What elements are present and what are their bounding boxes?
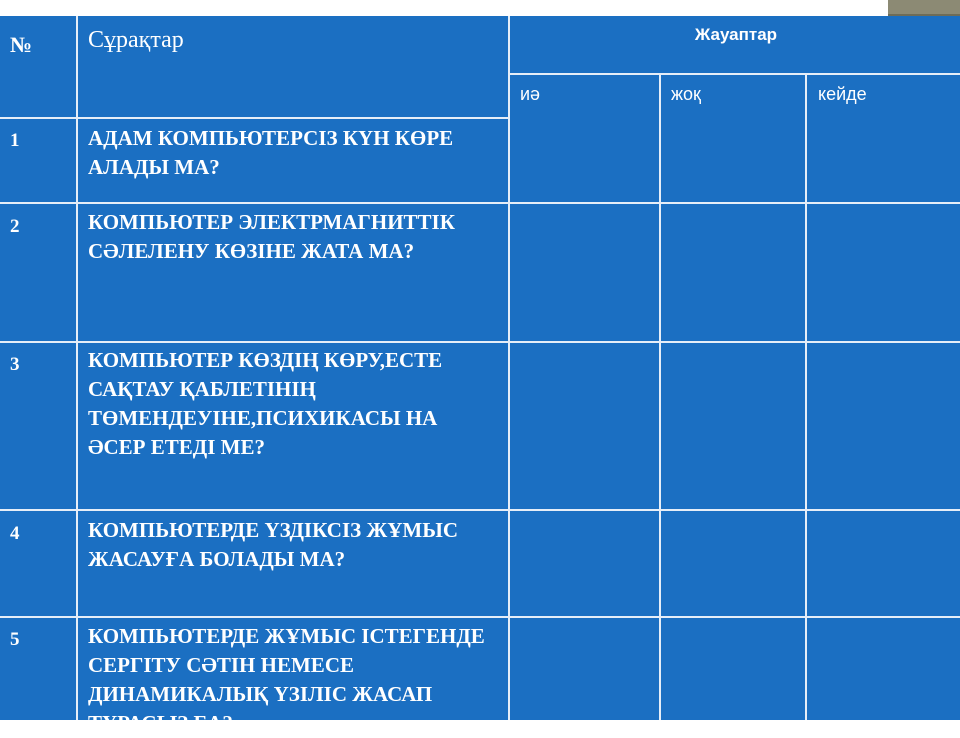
row-question: КОМПЬЮТЕР КӨЗДІҢ КӨРУ,ЕСТЕ САҚТАУ ҚАБЛЕТІНІҢ ТӨМЕНДЕУІНЕ,ПСИХИКАСЫ НА ӘСЕР ЕТЕДІ МЕ? — [88, 348, 443, 459]
row-number: 3 — [10, 354, 20, 375]
answers-column-header: Жауаптар — [694, 25, 778, 44]
grid-line — [508, 16, 510, 720]
row-question: КОМПЬЮТЕР ЭЛЕКТРМАГНИТТІК СӘЛЕЛЕНУ КӨЗІНЕ ЖАТА МА? — [88, 210, 455, 263]
grid-line — [0, 616, 960, 618]
option-header-sometimes: кейде — [818, 84, 867, 104]
row-number: 1 — [10, 130, 20, 151]
corner-accent-bar — [888, 0, 960, 14]
grid-line — [508, 73, 960, 75]
questions-column-header: Сұрақтар — [88, 27, 184, 53]
survey-table — [0, 16, 960, 735]
row-number: 2 — [10, 216, 20, 237]
row-question: КОМПЬЮТЕРДЕ ҮЗДІКСІЗ ЖҰМЫС ЖАСАУҒА БОЛАДЫ МА? — [88, 518, 459, 571]
grid-line — [805, 74, 807, 720]
row-number: 5 — [10, 629, 20, 650]
grid-line — [659, 74, 661, 720]
row-question: КОМПЬЮТЕРДЕ ЖҰМЫС ІСТЕГЕНДЕ СЕРГІТУ СӘТІН НЕМЕСЕ ДИНАМИКАЛЫҚ ҮЗІЛІС ЖАСАП ТҰРАСЫЗ БА? — [88, 624, 485, 735]
row-number: 4 — [10, 523, 20, 544]
row-question: АДАМ КОМПЬЮТЕРСІЗ КҮН КӨРЕ АЛАДЫ МА? — [88, 126, 454, 179]
option-header-yes: иә — [520, 84, 541, 104]
number-column-header: № — [10, 32, 33, 57]
grid-line — [0, 509, 960, 511]
grid-line — [0, 202, 960, 204]
grid-line — [76, 16, 78, 720]
grid-line — [0, 341, 960, 343]
option-header-no: жоқ — [671, 84, 701, 104]
